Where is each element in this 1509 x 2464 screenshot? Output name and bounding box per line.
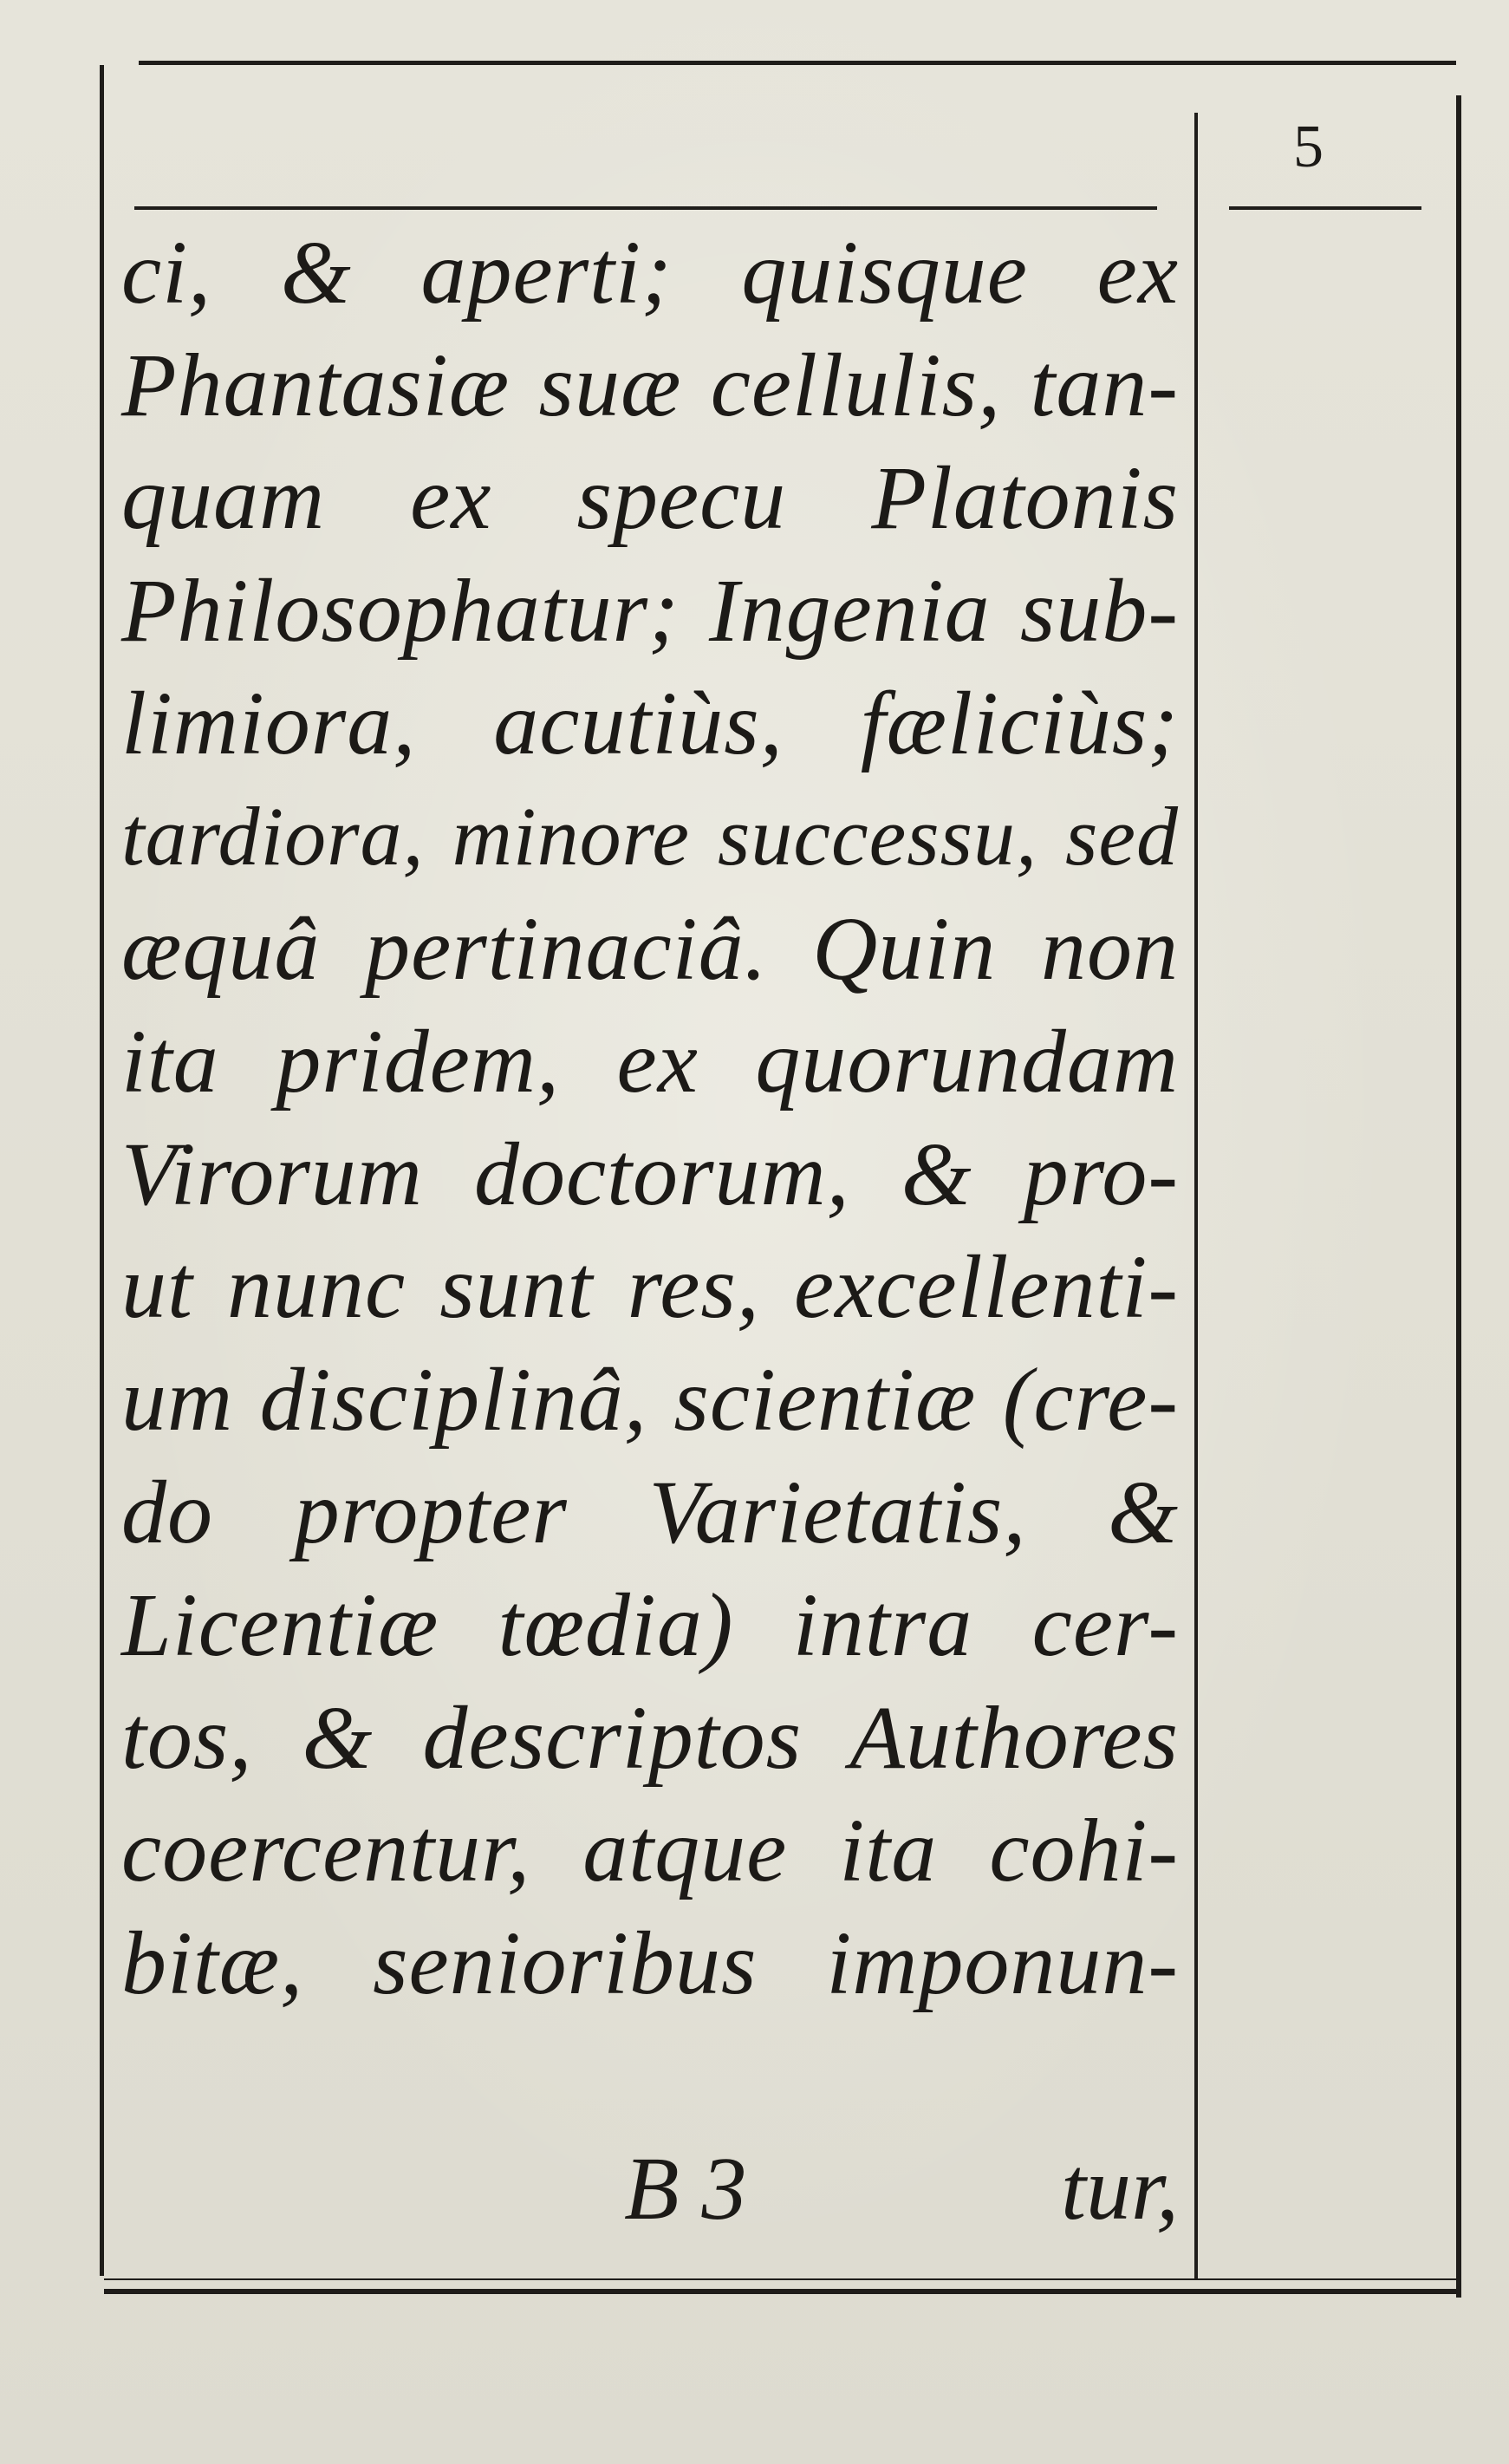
left-border-rule	[100, 65, 104, 2276]
text-line: ci, & aperti; quisque ex	[121, 223, 1179, 323]
text-line: Licentiæ tœdia) intra cer-	[121, 1575, 1179, 1675]
bottom-border-rule-thin	[104, 2278, 1456, 2280]
column-divider-rule	[1194, 113, 1198, 2280]
text-line: Virorum doctorum, & pro-	[121, 1124, 1179, 1224]
text-line: ita pridem, ex quorundam	[121, 1012, 1179, 1111]
text-line: Phantasiæ suæ cellulis, tan-	[121, 336, 1179, 435]
text-line: do propter Varietatis, &	[121, 1463, 1179, 1562]
text-line: um disciplinâ, scientiæ (cre-	[121, 1350, 1179, 1450]
catchword: tur,	[1061, 2139, 1179, 2239]
signature-mark: B 3	[624, 2139, 747, 2239]
text-line: bitæ, senioribus imponun-	[121, 1913, 1179, 2013]
text-line: tos, & descriptos Authores	[121, 1688, 1179, 1788]
text-line: coercentur, atque ita cohi-	[121, 1801, 1179, 1900]
text-line: ut nunc sunt res, excellenti-	[121, 1237, 1179, 1337]
margin-headline-rule	[1229, 206, 1421, 210]
right-border-rule	[1456, 95, 1461, 2298]
text-line: limiora, acutiùs, fæliciùs;	[121, 674, 1179, 773]
bottom-border-rule	[104, 2289, 1456, 2294]
headline-rule	[134, 206, 1157, 210]
text-line: tardiora, minore successu, sed	[121, 790, 1179, 883]
page-number: 5	[1293, 114, 1324, 180]
text-line: Philosophatur; Ingenia sub-	[121, 561, 1179, 661]
text-line: quam ex specu Platonis	[121, 448, 1179, 548]
page-footer	[121, 2133, 1179, 2246]
top-border-rule	[139, 61, 1456, 65]
text-line: æquâ pertinaciâ. Quin non	[121, 899, 1179, 999]
